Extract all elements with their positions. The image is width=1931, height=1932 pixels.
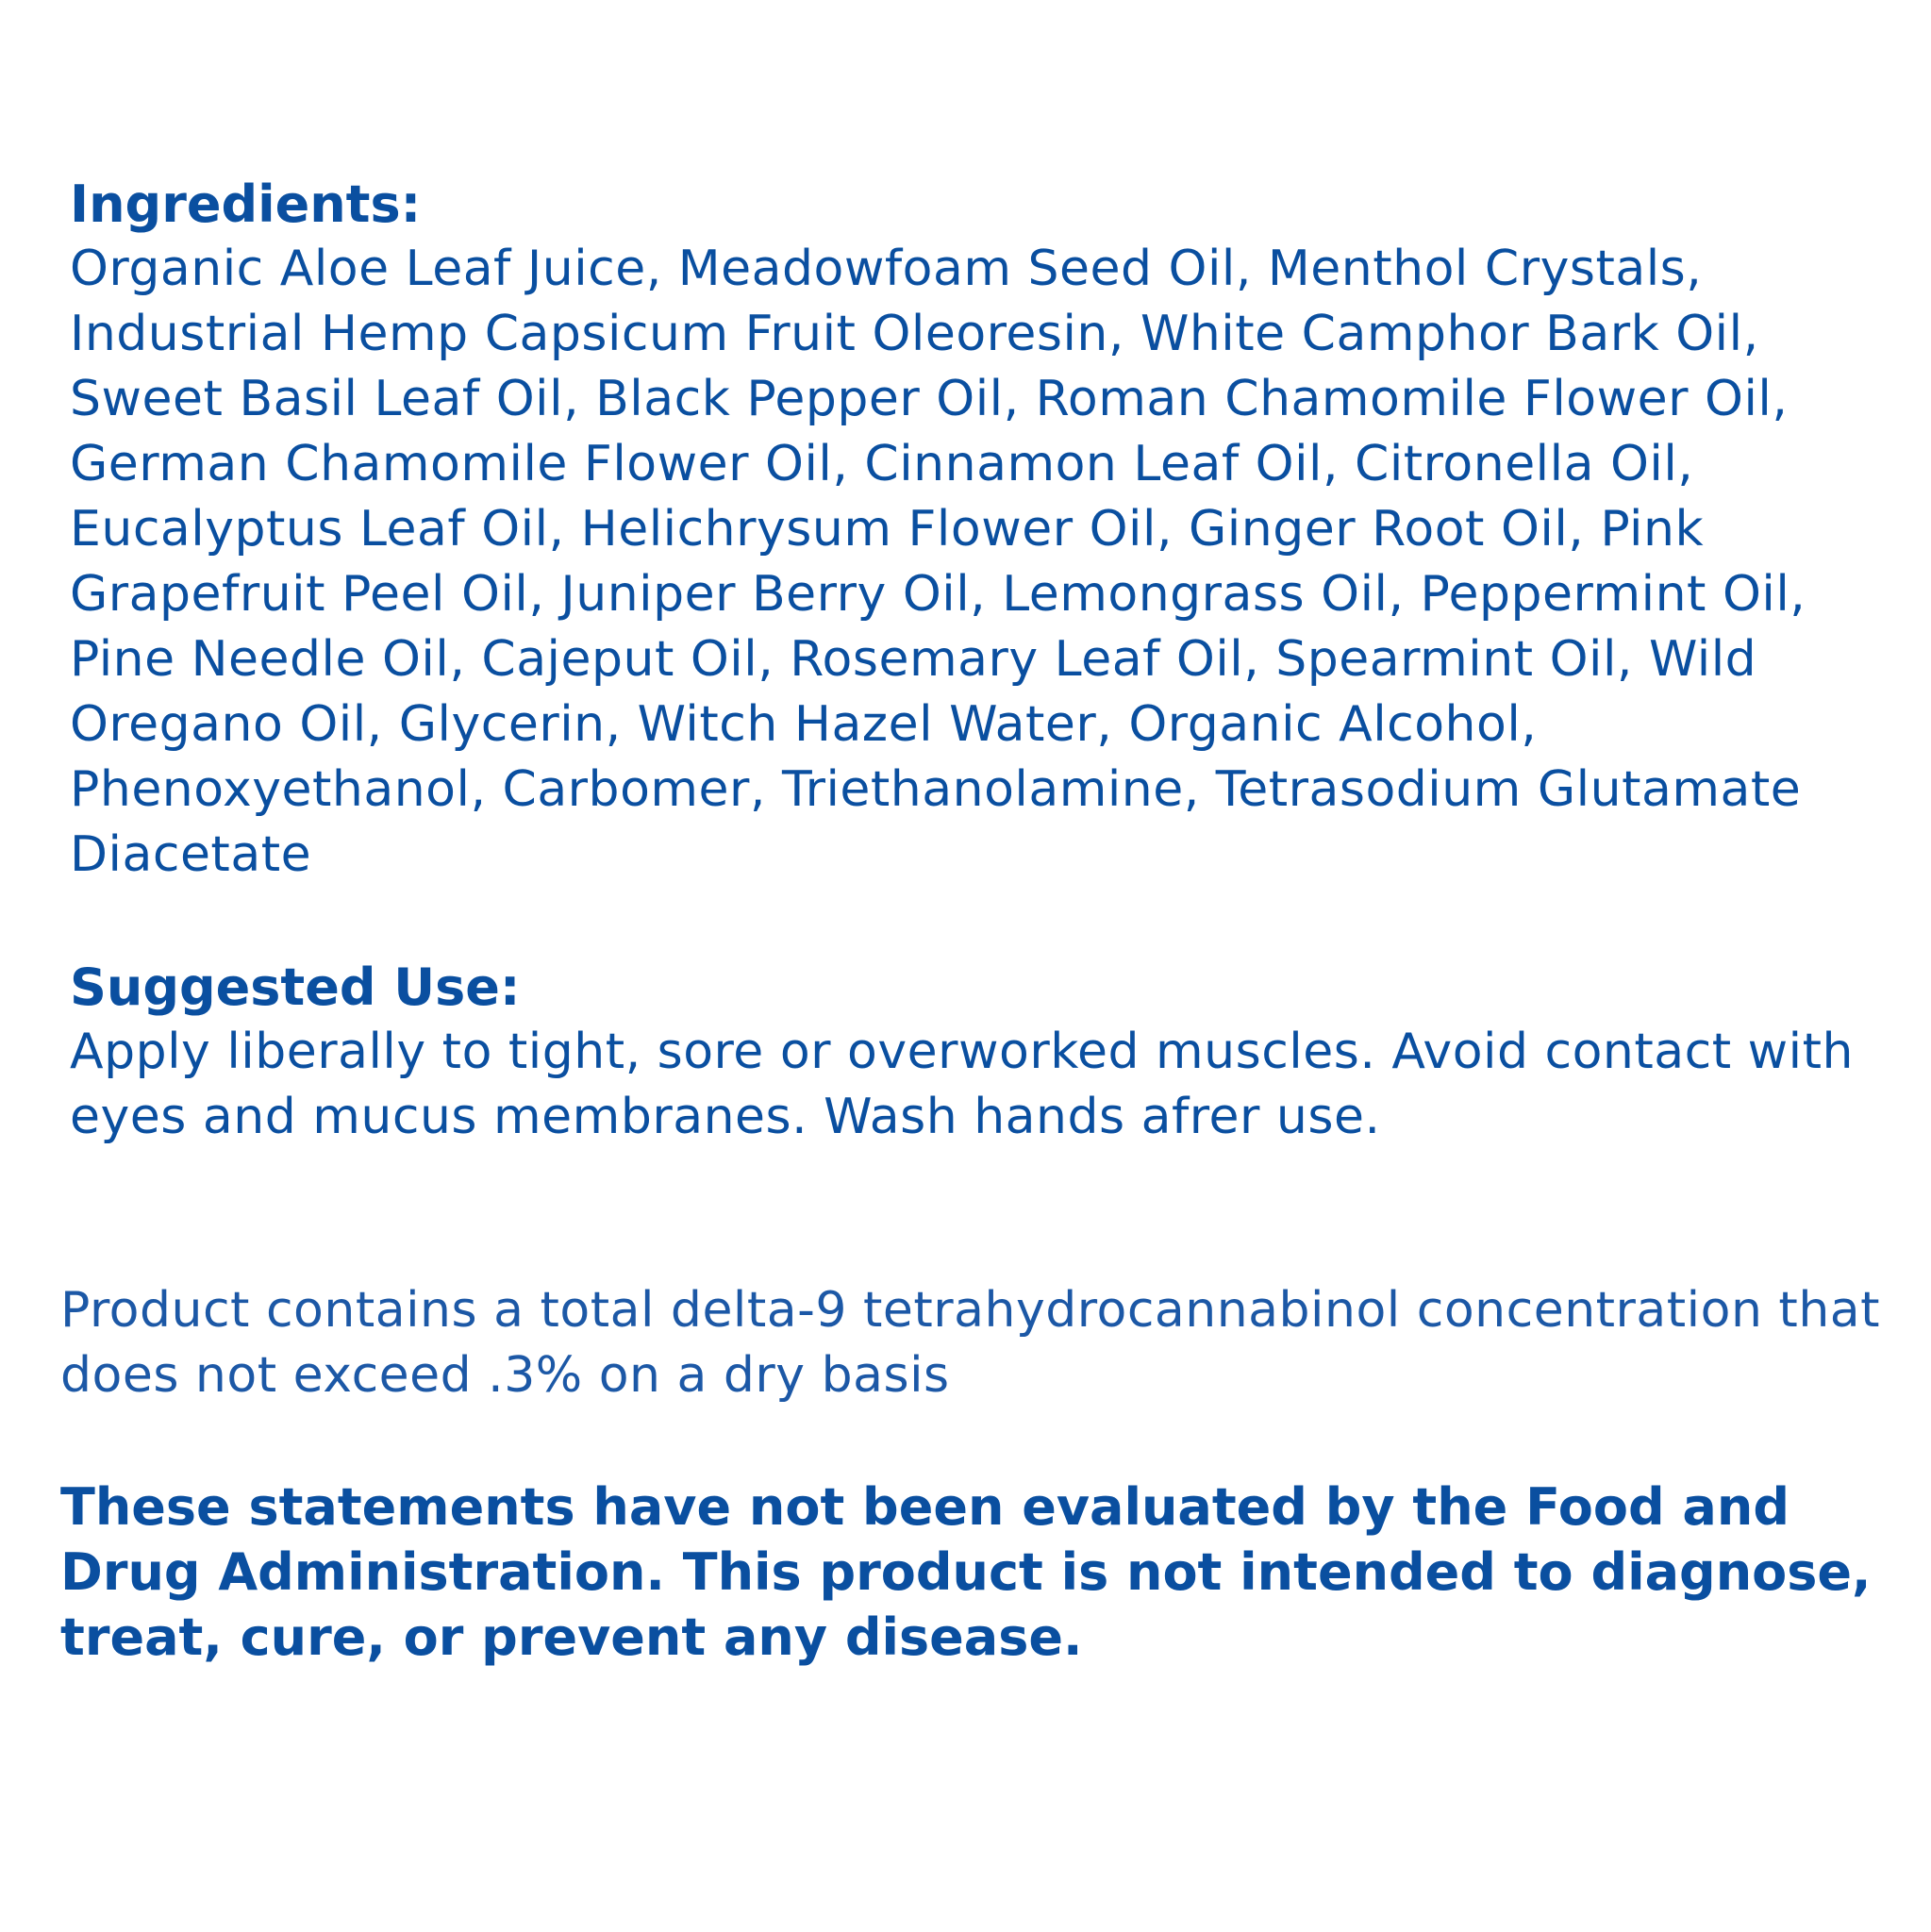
fda-disclaimer-section: [60, 1474, 1890, 1670]
suggested-use-heading: Suggested Use:: [70, 958, 521, 1017]
ingredients-section: [70, 172, 1890, 888]
suggested-use-section: [70, 955, 1890, 1150]
thc-statement-text: Product contains a total delta-9 tetrahydrocannabinol concentration that does not exceed .3% on a dry basis: [60, 1282, 1881, 1404]
suggested-use-text: Apply liberally to tight, sore or overworked muscles. Avoid contact with eyes and mucus membranes. Wash hands afrer use.: [70, 1024, 1854, 1145]
ingredients-list: Organic Aloe Leaf Juice, Meadowfoam Seed Oil, Menthol Crystals, Industrial Hemp Capsicum Fruit Oleoresin, White Camphor Bark Oil, Sweet Basil Leaf Oil, Black Pepper Oil, Roman Chamomile Flower Oil, German Chamomile Flower Oil, Cinnamon Leaf Oil, Citronella Oil, Eucalyptus Leaf Oil, Helichrysum Flower Oil, Ginger Root Oil, Pink Grapefruit Peel Oil, Juniper Berry Oil, Lemongrass Oil, Peppermint Oil, Pine Needle Oil, Cajeput Oil, Rosemary Leaf Oil, Spearmint Oil, Wild Oregano Oil, Glycerin, Witch Hazel Water, Organic Alcohol, Phenoxyethanol, Carbomer, Triethanolamine, Tetrasodium Glutamate Diacetate: [70, 241, 1806, 883]
thc-statement-section: [60, 1278, 1890, 1408]
fda-disclaimer-text: These statements have not been evaluated by the Food and Drug Administration. This product is not intended to diagnose, treat, cure, or prevent any disease.: [60, 1477, 1872, 1667]
ingredients-heading: Ingredients:: [70, 175, 422, 234]
